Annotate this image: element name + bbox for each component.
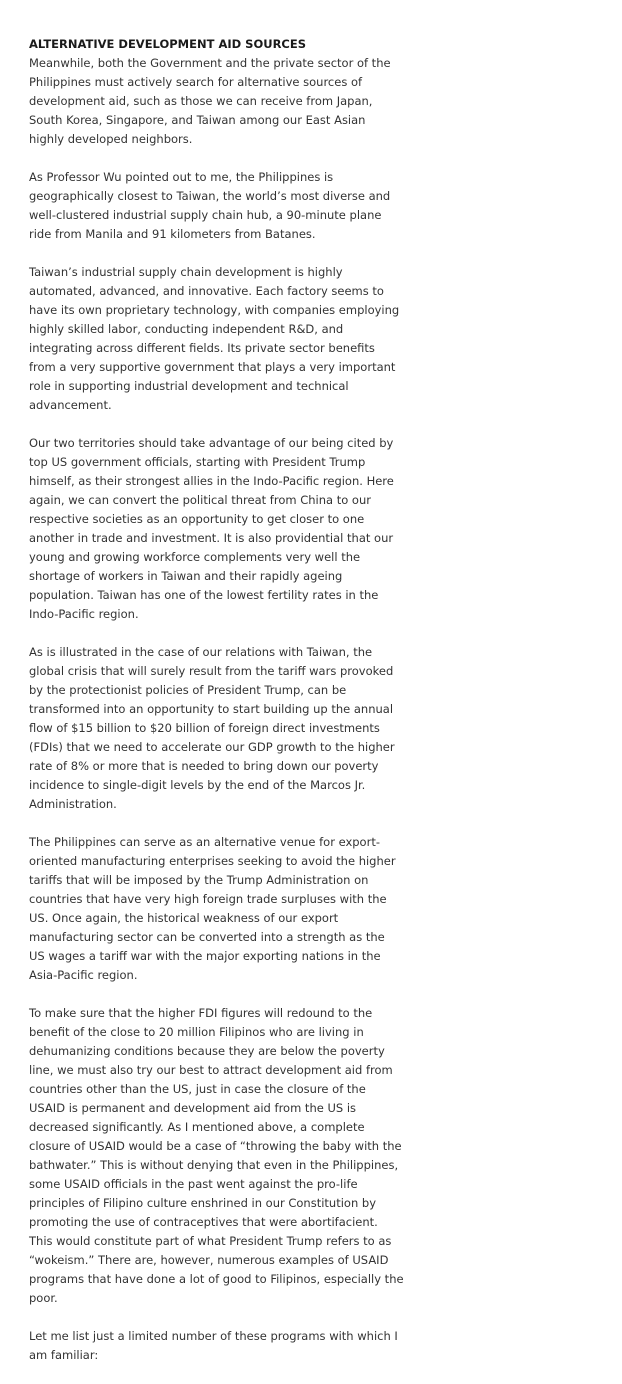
paragraph: To make sure that the higher FDI figures will redound to the benefit of the close to 20 million Filipinos who are living in dehumanizing conditions because they are below the poverty line, we must also try our best to attract development aid from countries other than the US, just in case the closure of the USAID is permanent and development aid from the US is decreased significantly. As I mentioned above, a complete closure of USAID would be a case of “throwing the baby with the bathwater.” This is without denying that even in the Philippines, some USAID officials in the past went against the pro-life principles of Filipino culture enshrined in our Constitution by promoting the use of contraceptives that were abortifacient. This would constitute part of what President Trump refers to as “wokeism.” There are, however, numerous examples of USAID programs that have done a lot of good to Filipinos, especially the poor.	[29, 1006, 404, 1305]
section-heading: ALTERNATIVE DEVELOPMENT AID SOURCES	[29, 37, 307, 51]
article-body	[29, 35, 404, 1384]
paragraph: As Professor Wu pointed out to me, the Philippines is geographically closest to Taiwan, the world’s most diverse and well-clustered industrial supply chain hub, a 90-minute plane ride from Manila and 91 kilometers from Batanes.	[29, 170, 391, 241]
paragraph: Taiwan’s industrial supply chain development is highly automated, advanced, and innovative. Each factory seems to have its own proprietary technology, with companies employing highly skilled labor, conducting independent R&D, and integrating across different fields. Its private sector benefits from a very supportive government that plays a very important role in supporting industrial development and technical advancement.	[29, 265, 400, 412]
paragraph: Our two territories should take advantage of our being cited by top US government officials, starting with President Trump himself, as their strongest allies in the Indo-Pacific region. Here again, we can convert the political threat from China to our respective societies as an opportunity to get closer to one another in trade and investment. It is also providential that our young and growing workforce complements very well the shortage of workers in Taiwan and their rapidly ageing population. Taiwan has one of the lowest fertility rates in the Indo-Pacific region.	[29, 436, 394, 621]
paragraph: As is illustrated in the case of our relations with Taiwan, the global crisis that will surely result from the tariff wars provoked by the protectionist policies of President Trump, can be transformed into an opportunity to start building up the annual flow of $15 billion to $20 billion of foreign direct investments (FDIs) that we need to accelerate our GDP growth to the higher rate of 8% or more that is needed to bring down our poverty incidence to single-digit levels by the end of the Marcos Jr. Administration.	[29, 645, 395, 811]
paragraph: The Philippines can serve as an alternative venue for export-oriented manufacturing enterprises seeking to avoid the higher tariffs that will be imposed by the Trump Administration on countries that have very high foreign trade surpluses with the US. Once again, the historical weakness of our export manufacturing sector can be converted into a strength as the US wages a tariff war with the major exporting nations in the Asia-Pacific region.	[29, 835, 396, 982]
paragraph: Meanwhile, both the Government and the private sector of the Philippines must actively search for alternative sources of development aid, such as those we can receive from Japan, South Korea, Singapore, and Taiwan among our East Asian highly developed neighbors.	[29, 56, 391, 146]
paragraph: Let me list just a limited number of these programs with which I am familiar:	[29, 1329, 398, 1362]
